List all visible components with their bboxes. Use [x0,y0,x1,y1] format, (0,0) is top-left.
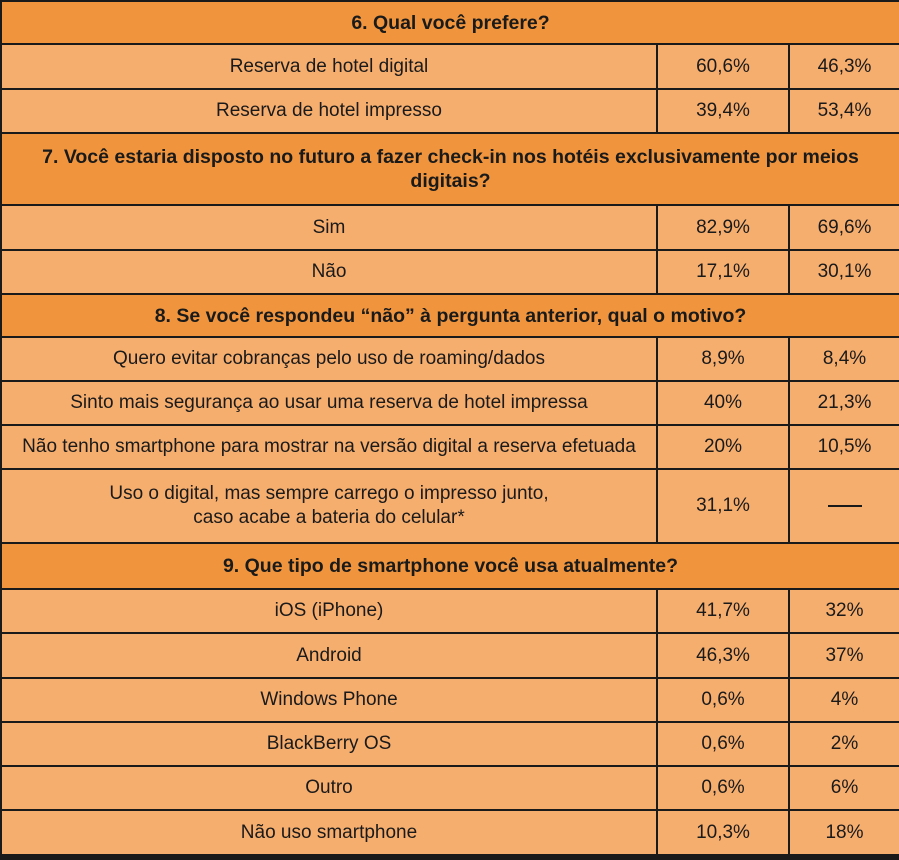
answer-label [1,633,657,678]
value-column-1: 31,1% [657,469,789,543]
answer-row [1,89,899,133]
value-column-1: 0,6% [657,766,789,810]
question-title: 7. Você estaria disposto no futuro a fazer check-in nos hotéis exclusivamente por meios digitais? [1,133,899,205]
value-column-1: 20% [657,425,789,469]
no-value-dash [789,469,899,543]
question-title: 8. Se você respondeu “não” à pergunta anterior, qual o motivo? [1,294,899,337]
answer-label [1,337,657,381]
answer-label-line: iOS (iPhone) [274,600,384,621]
answer-row [1,337,899,381]
answer-label [1,766,657,810]
answer-row [1,722,899,766]
question-title: 6. Qual você prefere? [1,1,899,44]
value-column-1: 46,3% [657,633,789,678]
value-column-2: 32% [789,589,899,633]
value-column-2: 21,3% [789,381,899,425]
value-column-1: 0,6% [657,678,789,722]
answer-label-line: Quero evitar cobranças pelo uso de roaming/dados [113,348,545,369]
value-column-2: 53,4% [789,89,899,133]
answer-label [1,589,657,633]
value-column-2: 8,4% [789,337,899,381]
table-body [1,1,899,855]
answer-label-line: Android [296,644,362,666]
answer-row [1,381,899,425]
answer-label-line: BlackBerry OS [266,733,392,754]
value-column-2: 69,6% [789,205,899,250]
value-column-2: 37% [789,633,899,678]
value-column-1: 8,9% [657,337,789,381]
answer-row [1,250,899,294]
dash-line [828,505,862,507]
value-column-2: 2% [789,722,899,766]
answer-row [1,766,899,810]
question-row [1,543,899,589]
answer-label-line: Não uso smartphone [240,821,418,843]
answer-label-line: Uso o digital, mas sempre carrego o impresso junto, [109,483,549,504]
answer-row [1,205,899,250]
answer-row [1,633,899,678]
answer-label-line: Não [311,261,347,282]
answer-label [1,810,657,855]
value-column-1: 17,1% [657,250,789,294]
answer-label [1,250,657,294]
value-column-2: 10,5% [789,425,899,469]
value-column-1: 0,6% [657,722,789,766]
value-column-1: 60,6% [657,44,789,89]
answer-label-line: Sim [312,216,346,238]
question-row [1,294,899,337]
answer-label-line: Sinto mais segurança ao usar uma reserva de hotel impressa [70,392,588,413]
answer-label-line: Outro [305,777,353,798]
answer-label [1,44,657,89]
value-column-1: 39,4% [657,89,789,133]
answer-row [1,589,899,633]
answer-row [1,44,899,89]
value-column-1: 10,3% [657,810,789,855]
answer-row [1,810,899,855]
answer-label [1,205,657,250]
answer-row [1,425,899,469]
answer-label [1,89,657,133]
answer-row [1,469,899,543]
value-column-2: 46,3% [789,44,899,89]
answer-label [1,469,657,543]
value-column-1: 41,7% [657,589,789,633]
answer-label [1,425,657,469]
answer-label-line: Reserva de hotel digital [229,55,429,77]
value-column-1: 82,9% [657,205,789,250]
question-title: 9. Que tipo de smartphone você usa atualmente? [1,543,899,589]
value-column-2: 4% [789,678,899,722]
answer-label [1,722,657,766]
answer-label-line: Reserva de hotel impresso [216,100,442,121]
question-row [1,1,899,44]
value-column-2: 30,1% [789,250,899,294]
answer-row [1,678,899,722]
value-column-2: 18% [789,810,899,855]
answer-label [1,678,657,722]
answer-label-line: caso acabe a bateria do celular* [193,507,465,528]
question-row [1,133,899,205]
answer-label-line: Windows Phone [260,689,398,710]
answer-label [1,381,657,425]
answer-label-line: Não tenho smartphone para mostrar na versão digital a reserva efetuada [22,436,636,457]
value-column-2: 6% [789,766,899,810]
value-column-1: 40% [657,381,789,425]
